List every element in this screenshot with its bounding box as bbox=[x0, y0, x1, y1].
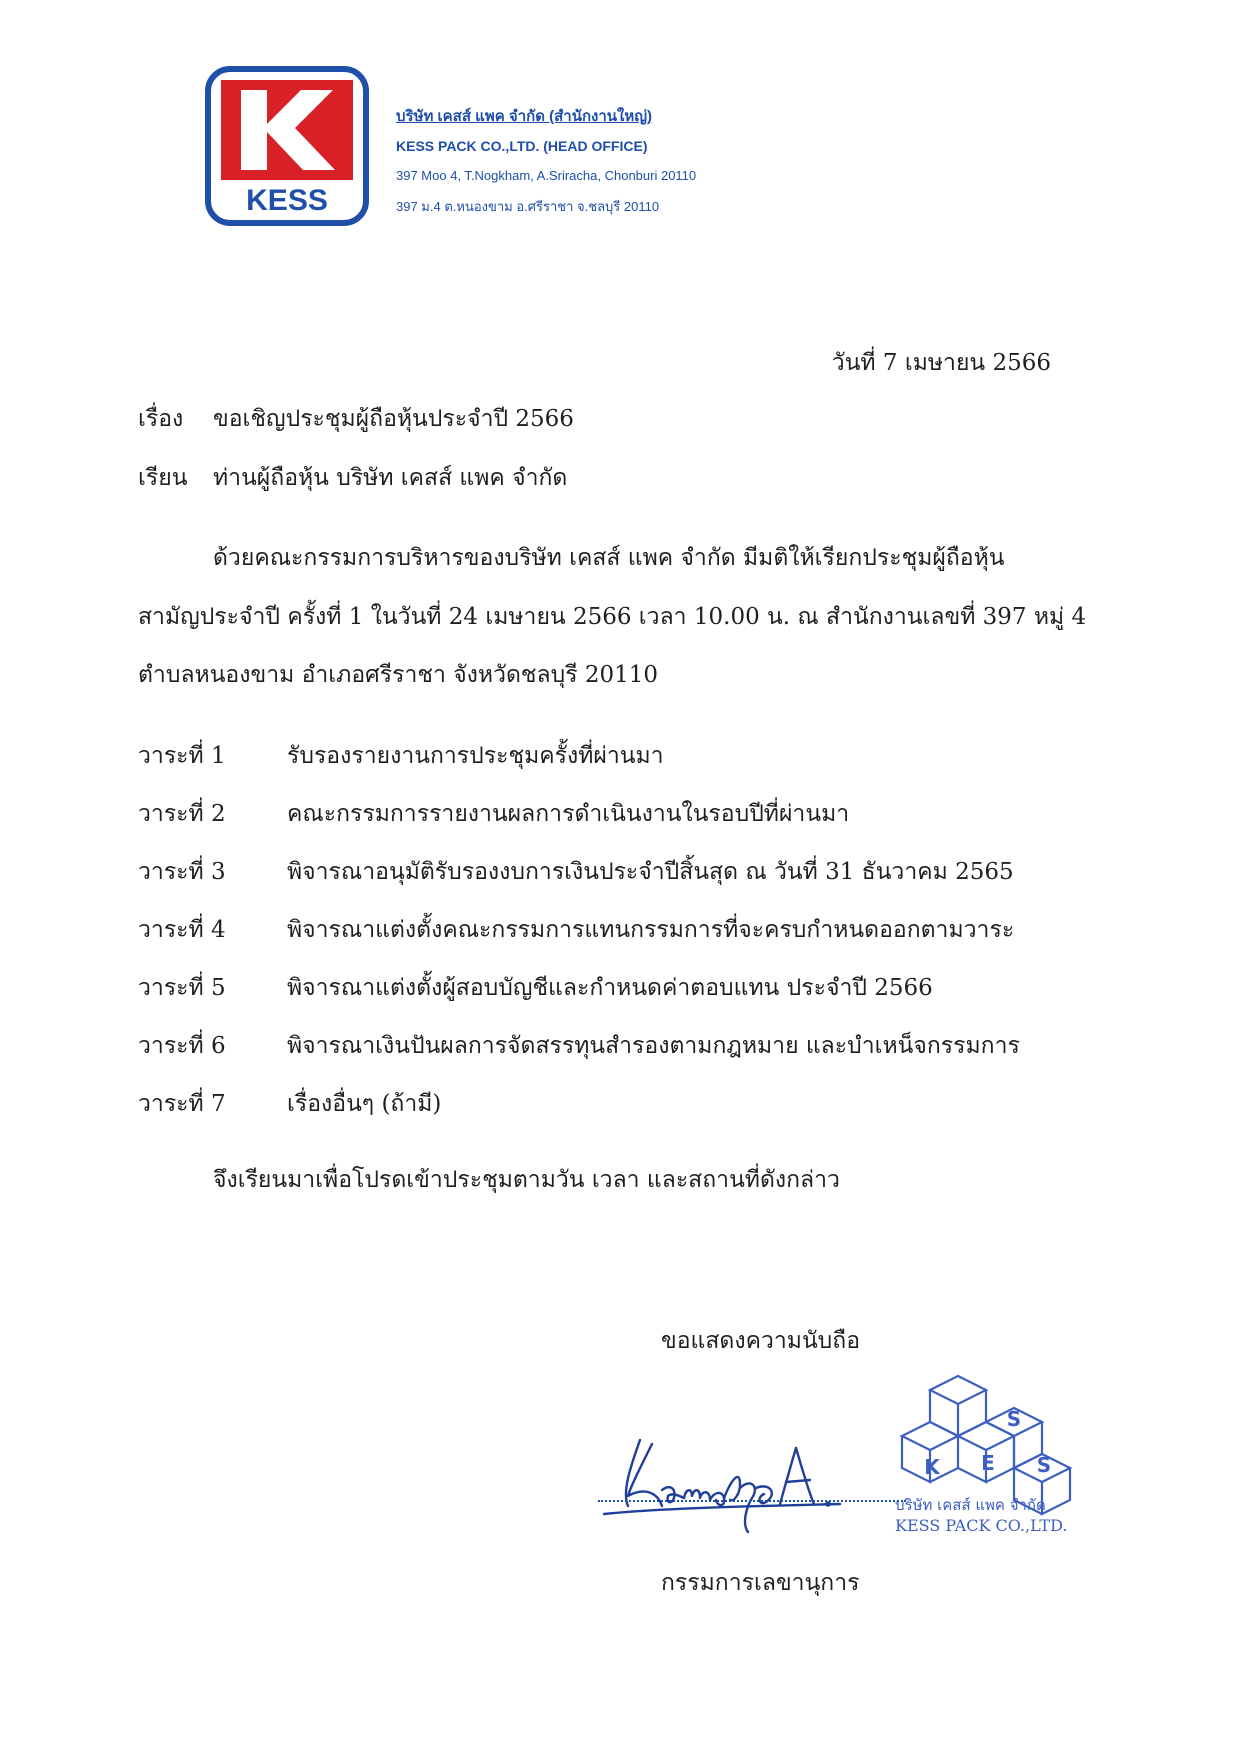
stamp-letter-e: E bbox=[981, 1451, 995, 1475]
closing-salutation: ขอแสดงความนับถือ bbox=[661, 1328, 861, 1354]
address-th: 397 ม.4 ต.หนองขาม อ.ศรีราชา จ.ชลบุรี 20110 bbox=[396, 199, 660, 214]
stamp-company-th: บริษัท เคสส์ แพค จำกัด bbox=[895, 1496, 1046, 1514]
agenda-label: วาระที่ 2 bbox=[138, 801, 226, 827]
agenda-label: วาระที่ 4 bbox=[138, 917, 226, 943]
agenda-text: พิจารณาอนุมัติรับรองงบการเงินประจำปีสิ้นสุด ณ วันที่ 31 ธันวาคม 2565 bbox=[287, 859, 1014, 885]
company-name-en: KESS PACK CO.,LTD. (HEAD OFFICE) bbox=[396, 138, 648, 154]
agenda-label: วาระที่ 1 bbox=[138, 743, 226, 769]
logo-text: KESS bbox=[246, 184, 328, 217]
stamp-letter-k: K bbox=[924, 1455, 940, 1479]
stamp-company-en: KESS PACK CO.,LTD. bbox=[895, 1516, 1068, 1535]
agenda-label: วาระที่ 7 bbox=[138, 1091, 226, 1117]
subject-text: ขอเชิญประชุมผู้ถือหุ้นประจำปี 2566 bbox=[213, 406, 574, 432]
signer-position: กรรมการเลขานุการ bbox=[661, 1570, 860, 1596]
stamp-letter-s1: S bbox=[1006, 1407, 1022, 1431]
company-name-th: บริษัท เคสส์ แพค จำกัด (สำนักงานใหญ่) bbox=[396, 108, 653, 125]
agenda-text: คณะกรรมการรายงานผลการดำเนินงานในรอบปีที่ผ่านมา bbox=[287, 801, 850, 827]
agenda-text: รับรองรายงานการประชุมครั้งที่ผ่านมา bbox=[287, 743, 664, 769]
agenda-label: วาระที่ 3 bbox=[138, 859, 226, 885]
agenda-label: วาระที่ 5 bbox=[138, 975, 226, 1001]
letter-date: วันที่ 7 เมษายน 2566 bbox=[831, 350, 1051, 376]
body-line-3: ตำบลหนองขาม อำเภอศรีราชา จังหวัดชลบุรี 20110 bbox=[138, 662, 659, 688]
to-text: ท่านผู้ถือหุ้น บริษัท เคสส์ แพค จำกัด bbox=[213, 465, 568, 491]
agenda-text: เรื่องอื่นๆ (ถ้ามี) bbox=[287, 1091, 442, 1117]
closing-paragraph: จึงเรียนมาเพื่อโปรดเข้าประชุมตามวัน เวลา และสถานที่ดังกล่าว bbox=[213, 1167, 840, 1193]
agenda-text: พิจารณาเงินปันผลการจัดสรรทุนสำรองตามกฎหมาย และบำเหน็จกรรมการ bbox=[287, 1033, 1020, 1059]
stamp-letter-s2: S bbox=[1036, 1453, 1052, 1477]
signature-line bbox=[598, 1500, 906, 1502]
agenda-text: พิจารณาแต่งตั้งคณะกรรมการแทนกรรมการที่จะครบกำหนดออกตามวาระ bbox=[287, 917, 1015, 943]
kess-logo bbox=[205, 66, 369, 226]
body-line-2: สามัญประจำปี ครั้งที่ 1 ในวันที่ 24 เมษายน 2566 เวลา 10.00 น. ณ สำนักงานเลขที่ 397 หมู่ 4 bbox=[138, 604, 1087, 630]
subject-label: เรื่อง bbox=[138, 406, 184, 432]
handwritten-signature bbox=[600, 1428, 860, 1538]
to-label: เรียน bbox=[138, 465, 188, 491]
agenda-label: วาระที่ 6 bbox=[138, 1033, 226, 1059]
body-line-1: ด้วยคณะกรรมการบริหารของบริษัท เคสส์ แพค จำกัด มีมติให้เรียกประชุมผู้ถือหุ้น bbox=[213, 545, 1005, 571]
address-en: 397 Moo 4, T.Nogkham, A.Sriracha, Chonburi 20110 bbox=[396, 168, 697, 183]
agenda-text: พิจารณาแต่งตั้งผู้สอบบัญชีและกำหนดค่าตอบแทน ประจำปี 2566 bbox=[287, 975, 933, 1001]
